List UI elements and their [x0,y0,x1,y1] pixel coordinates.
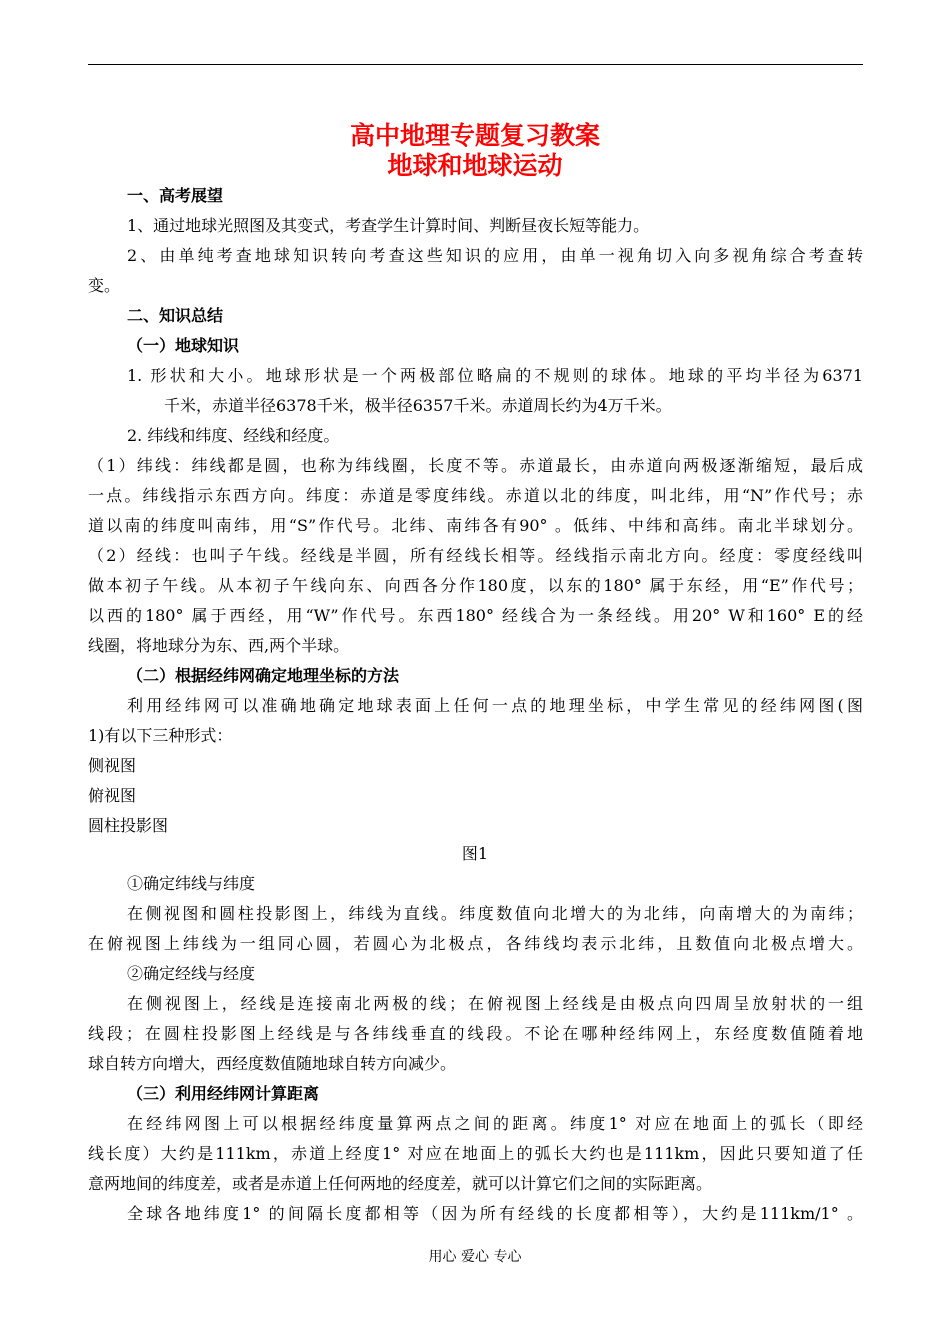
section-heading-summary: 二、知识总结 [127,306,224,325]
latitude-para-line-2: 一点。纬线指示东西方向。纬度：赤道是零度纬线。赤道以北的纬度，叫北纬，用“N”作代号；赤 [88,486,863,505]
longitude-method-line-1: 在侧视图上，经线是连接南北两极的线；在俯视图上经线是由极点向四周呈放射状的一组 [127,994,863,1013]
document-subtitle: 地球和地球运动 [387,151,563,180]
header-rule [88,64,863,65]
latitude-method-line-1: 在侧视图和圆柱投影图上，纬线为直线。纬度数值向北增大的为北纬，向南增大的为南纬； [127,904,863,923]
latitude-para-line-3: 道以南的纬度叫南纬，用“S”作代号。北纬、南纬各有90° 。低纬、中纬和高纬。南北半球划分。 [88,516,863,535]
form-top-view: 俯视图 [88,786,137,805]
longitude-method-heading: ②确定经线与经度 [127,964,256,983]
latitude-method-heading: ①确定纬线与纬度 [127,874,256,893]
outlook-item-2: 2、由单纯考查地球知识转向考查这些知识的应用，由单一视角切入向多视角综合考查转 [127,246,863,265]
longitude-method-line-3: 球自转方向增大，西经度数值随地球自转方向减少。 [88,1054,457,1073]
shape-size-para-cont: 千米，赤道半径6378千米，极半径6357千米。赤道周长约为4万千米。 [164,396,672,415]
distance-para-line-1: 在经纬网图上可以根据经纬度量算两点之间的距离。纬度1° 对应在地面上的弧长（即经 [127,1114,863,1133]
page-footer: 用心 爱心 专心 [428,1249,522,1265]
coordinates-intro-line-2: 1)有以下三种形式： [88,726,233,745]
longitude-para-line-2: 做本初子午线。从本初子午线向东、向西各分作180度，以东的180° 属于东经，用“E”作代号； [88,576,863,595]
lat-lon-intro: 2. 纬线和纬度、经线和经度。 [127,426,340,445]
longitude-para-line-1: （2）经线：也叫子午线。经线是半圆，所有经线长相等。经线指示南北方向。经度：零度经线叫 [88,546,863,565]
subsection-heading-earth: （一）地球知识 [127,336,240,355]
distance-para-line-3: 意两地间的纬度差，或者是赤道上任何两地的经度差，就可以计算它们之间的实际距离。 [88,1174,713,1193]
latitude-method-line-2: 在俯视图上纬线为一组同心圆，若圆心为北极点，各纬线均表示北纬，且数值向北极点增大。 [88,934,863,953]
outlook-item-1: 1、通过地球光照图及其变式，考查学生计算时间、判断昼夜长短等能力。 [127,216,650,235]
subsection-heading-coordinates: （二）根据经纬网确定地理坐标的方法 [127,666,400,685]
distance-para-line-2: 线长度）大约是111km，赤道上经度1° 对应在地面上的弧长大约也是111km，因此只要知道了任 [88,1144,863,1163]
longitude-para-line-3: 以西的180° 属于西经，用“W”作代号。东西180° 经线合为一条经线。用20° W和160° E的经 [88,606,863,625]
coordinates-intro-line-1: 利用经纬网可以准确地确定地球表面上任何一点的地理坐标，中学生常见的经纬网图(图 [127,696,863,715]
form-cylindrical-projection: 圆柱投影图 [88,816,169,835]
longitude-para-line-4: 线圈，将地球分为东、西,两个半球。 [88,636,350,655]
form-side-view: 侧视图 [88,756,137,775]
subsection-heading-distance: （三）利用经纬网计算距离 [127,1084,320,1103]
figure-caption: 图1 [461,844,489,863]
document-title: 高中地理专题复习教案 [349,121,600,150]
section-heading-outlook: 一、高考展望 [127,186,224,205]
longitude-method-line-2: 线段；在圆柱投影图上经线是与各纬线垂直的线段。不论在哪种经纬网上，东经度数值随着地 [88,1024,863,1043]
outlook-item-2-cont: 变。 [88,276,121,295]
latitude-para-line-1: （1）纬线：纬线都是圆，也称为纬线圈，长度不等。赤道最长，由赤道向两极逐渐缩短，最后成 [88,456,863,475]
shape-size-para: 1. 形状和大小。地球形状是一个两极部位略扁的不规则的球体。地球的平均半径为6371 [127,366,863,385]
distance-para-line-4: 全球各地纬度1° 的间隔长度都相等（因为所有经线的长度都相等），大约是111km/1° 。 [127,1204,863,1223]
